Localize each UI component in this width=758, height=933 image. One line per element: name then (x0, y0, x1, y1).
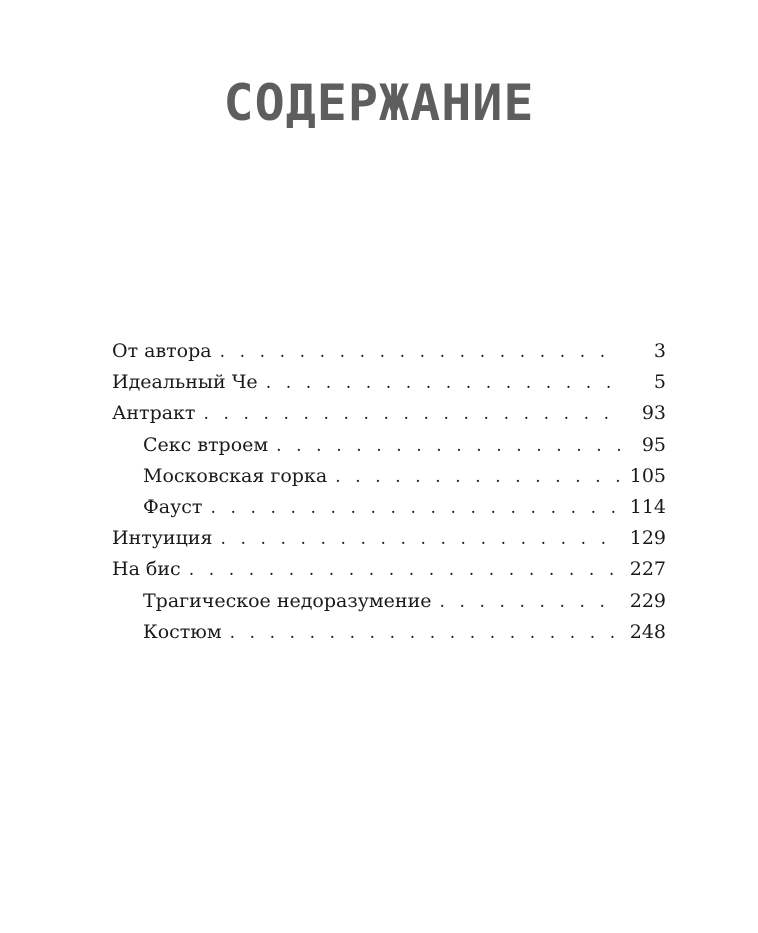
toc-entry-label: Костюм (143, 620, 222, 643)
toc-entry (112, 523, 666, 554)
toc-subentry (112, 430, 666, 461)
toc-entry-page: 93 (641, 402, 666, 425)
toc-dot-leader (335, 462, 620, 493)
toc-subentry (112, 461, 666, 492)
toc-dot-leader (440, 587, 621, 618)
toc-entry-label: Трагическое недоразумение (143, 589, 432, 612)
toc-dot-leader (203, 399, 620, 430)
toc-subentry (112, 492, 666, 523)
toc-entry-page: 229 (629, 589, 666, 612)
toc-entry (112, 367, 666, 398)
table-of-contents (112, 336, 666, 648)
toc-dot-leader (266, 368, 620, 399)
toc-subentry (112, 586, 666, 617)
toc-entry-label: Фауст (143, 495, 203, 518)
toc-dot-leader (230, 618, 620, 649)
toc-dot-leader (210, 493, 620, 524)
toc-subentry (112, 617, 666, 648)
toc-entry-page: 3 (653, 340, 666, 362)
toc-entry (112, 336, 666, 367)
toc-entry-page: 5 (653, 371, 666, 394)
toc-entry-label: Московская горка (143, 464, 328, 487)
toc-entry-page: 114 (629, 495, 666, 518)
toc-entry (112, 398, 666, 429)
page-title: СОДЕРЖАНИЕ (223, 74, 535, 132)
toc-entry-page: 248 (629, 620, 666, 643)
toc-entry-page: 95 (641, 433, 666, 456)
toc-entry-label: Интуиция (112, 527, 213, 550)
toc-entry-label: От автора (112, 340, 212, 362)
toc-entry-label: Секс втроем (143, 433, 269, 456)
toc-entry-label: Идеальный Че (112, 371, 258, 394)
toc-entry-page: 227 (629, 558, 666, 581)
toc-entry (112, 554, 666, 585)
toc-dot-leader (276, 431, 620, 462)
toc-dot-leader (220, 524, 620, 555)
toc-dot-leader (220, 337, 620, 368)
toc-dot-leader (189, 555, 620, 586)
toc-entry-label: Антракт (112, 402, 196, 425)
toc-entry-page: 129 (629, 527, 666, 550)
toc-entry-page: 105 (629, 464, 666, 487)
toc-entry-label: На бис (112, 558, 181, 581)
